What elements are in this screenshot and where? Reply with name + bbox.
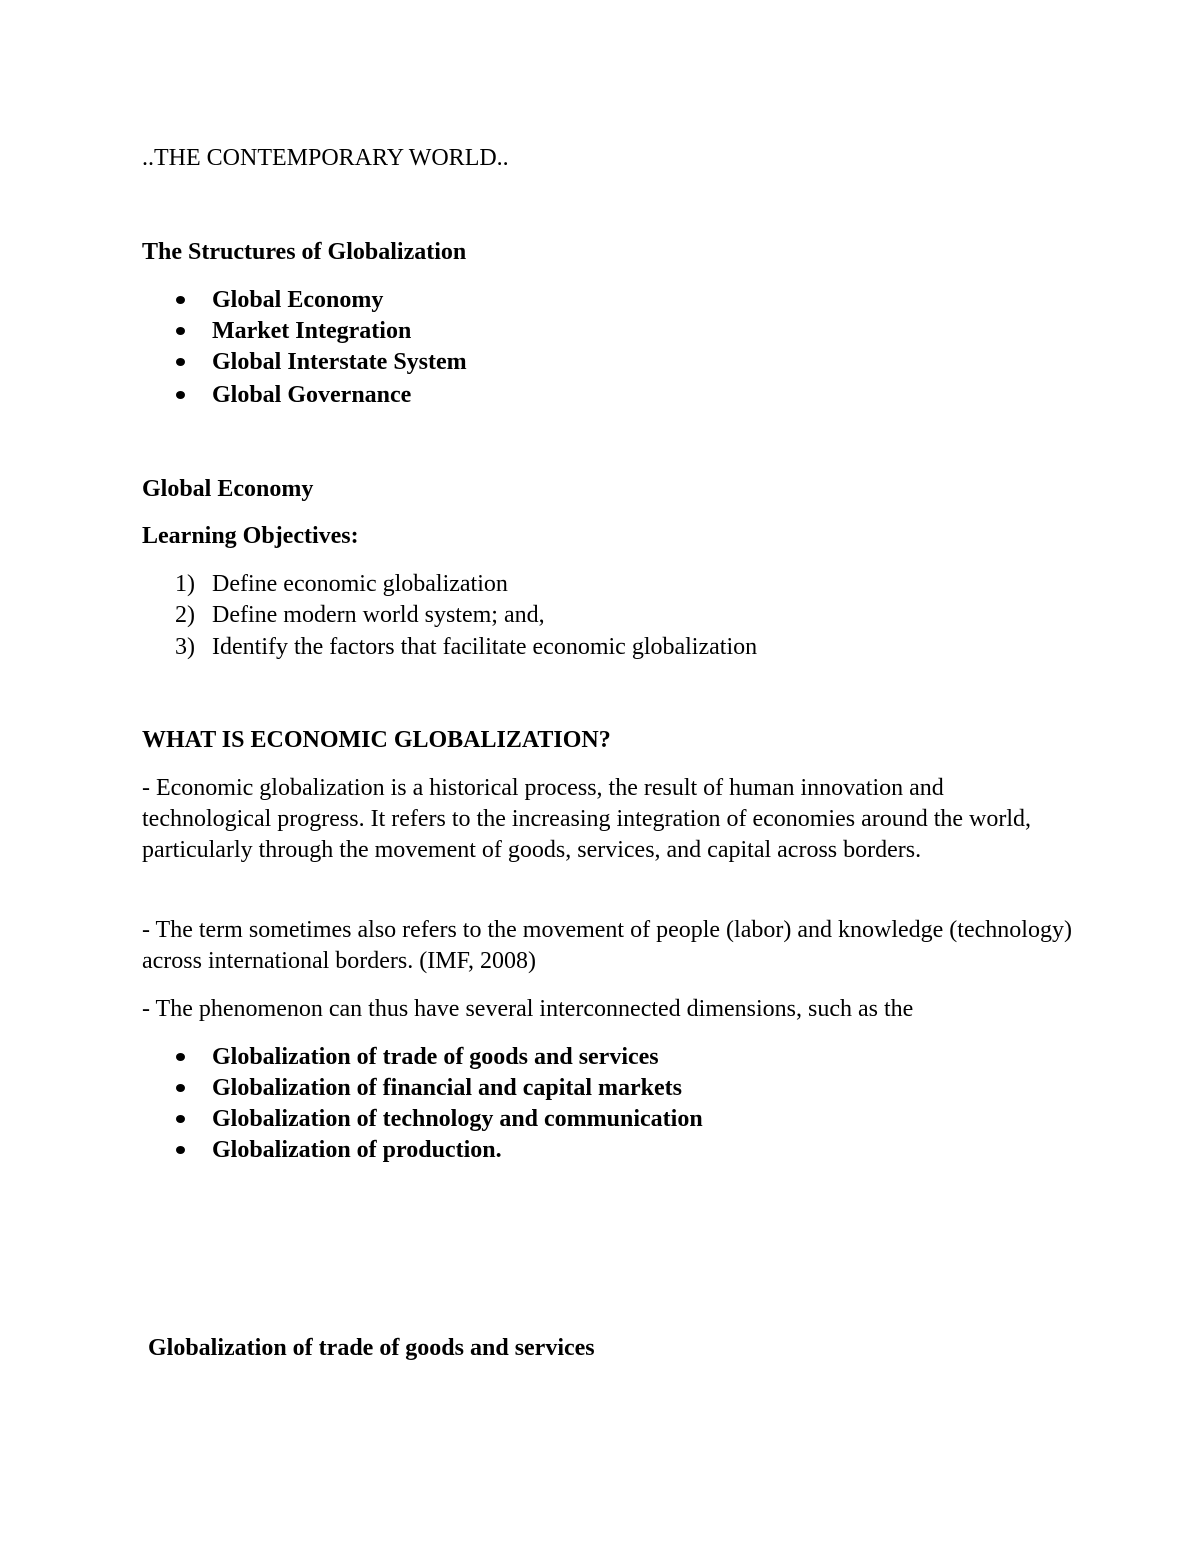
trade-heading: Globalization of trade of goods and services — [148, 1335, 595, 1361]
dimensions-list — [142, 1042, 703, 1166]
list-item — [142, 285, 467, 316]
global-economy-heading: Global Economy — [142, 476, 314, 502]
list-item-text: Global Economy — [212, 287, 384, 313]
list-item — [142, 347, 467, 378]
list-item — [142, 1135, 703, 1166]
objective-item — [142, 569, 757, 600]
list-item-text: Globalization of production. — [212, 1137, 502, 1163]
objective-number: 3) — [175, 634, 195, 660]
bullet-icon — [176, 1146, 185, 1154]
list-item-text: Globalization of technology and communication — [212, 1106, 703, 1132]
bullet-icon — [176, 358, 185, 366]
list-item-text: Globalization of trade of goods and services — [212, 1044, 659, 1070]
objectives-list — [142, 569, 757, 663]
bullet-icon — [176, 1084, 185, 1092]
list-item — [142, 1104, 703, 1135]
bullet-icon — [176, 327, 185, 335]
objective-text: Define economic globalization — [212, 571, 508, 597]
list-item — [142, 1042, 703, 1073]
bullet-icon — [176, 1053, 185, 1061]
structures-heading: The Structures of Globalization — [142, 239, 467, 265]
bullet-icon — [176, 1115, 185, 1123]
learning-objectives-heading: Learning Objectives: — [142, 523, 359, 549]
what-is-heading: WHAT IS ECONOMIC GLOBALIZATION? — [142, 727, 611, 753]
bullet-icon — [176, 296, 185, 304]
objective-number: 2) — [175, 602, 195, 628]
paragraph: - Economic globalization is a historical process, the result of human innovation and technological progress. It refers to the increasing integration of economies around the world, particularly through the movement of goods, services, and capital across borders. — [142, 775, 1032, 863]
objective-number: 1) — [175, 571, 195, 597]
objective-item — [142, 600, 757, 631]
list-item — [142, 316, 467, 347]
list-item — [142, 380, 467, 411]
objective-text: Define modern world system; and, — [212, 602, 545, 628]
list-item-text: Global Interstate System — [212, 349, 467, 375]
list-item-text: Market Integration — [212, 318, 412, 344]
paragraph: - The term sometimes also refers to the movement of people (labor) and knowledge (technology) across international borders. (IMF, 2008) — [142, 917, 1072, 974]
paragraph: - The phenomenon can thus have several interconnected dimensions, such as the — [142, 996, 914, 1022]
document-title: ..THE CONTEMPORARY WORLD.. — [142, 145, 509, 171]
list-item — [142, 1073, 703, 1104]
objective-text: Identify the factors that facilitate economic globalization — [212, 634, 758, 660]
objective-item — [142, 632, 757, 663]
list-item-text: Globalization of financial and capital markets — [212, 1075, 683, 1101]
list-item-text: Global Governance — [212, 382, 412, 408]
structures-list — [142, 285, 467, 411]
bullet-icon — [176, 391, 185, 399]
